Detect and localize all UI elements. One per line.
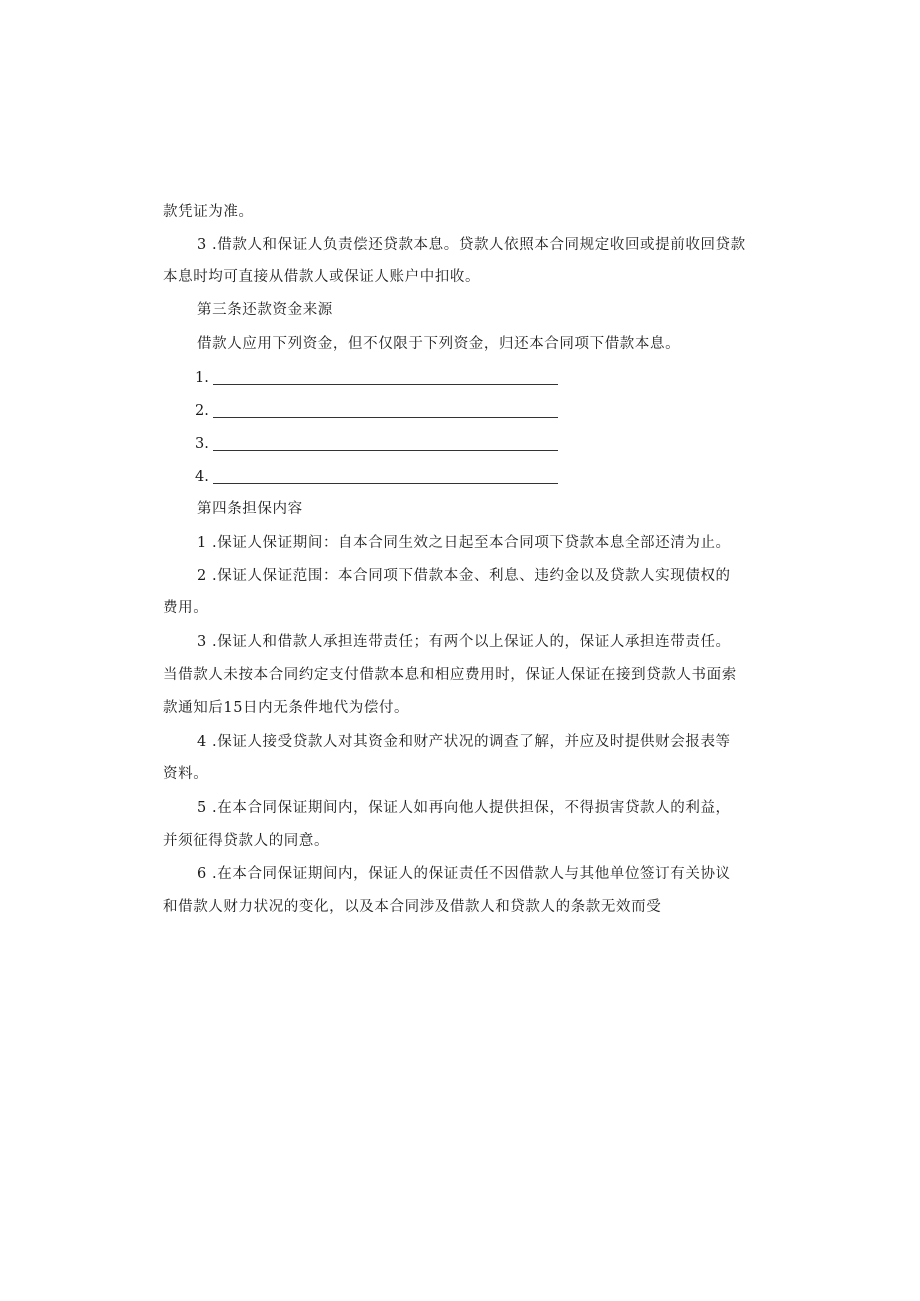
text-line: 6 .在本合同保证期间内，保证人的保证责任不因借款人与其他单位签订有关协议 (197, 866, 731, 882)
text-line: 本息时均可直接从借款人或保证人账户中扣收。 (163, 269, 481, 285)
text-line: 3 .保证人和借款人承担连带责任；有两个以上保证人的，保证人承担连带责任。 (197, 634, 731, 650)
text-line: 2 .保证人保证范围：本合同项下借款本金、利息、违约金以及贷款人实现债权的 (197, 568, 731, 584)
fill-in-line (213, 417, 558, 418)
text-line: 借款人应用下列资金，但不仅限于下列资金，归还本合同项下借款本息。 (197, 336, 681, 352)
text-line: 1 .保证人保证期间：自本合同生效之日起至本合同项下贷款本息全部还清为止。 (197, 535, 731, 551)
blank-item (195, 401, 213, 421)
text-line: 款凭证为准。 (163, 204, 254, 220)
text-line: 3 .借款人和保证人负责偿还贷款本息。贷款人依照本合同规定收回或提前收回贷款 (197, 237, 746, 253)
blank-number: 4. (195, 469, 209, 485)
text-line: 4 .保证人接受贷款人对其资金和财产状况的调查了解，并应及时提供财会报表等 (197, 734, 731, 750)
fill-in-line (213, 450, 558, 451)
text-line: 费用。 (163, 600, 209, 616)
blank-item (195, 467, 213, 487)
text-line: 当借款人未按本合同约定支付借款本息和相应费用时，保证人保证在接到贷款人书面索 (163, 667, 737, 683)
blank-number: 1. (195, 370, 209, 386)
section-heading: 第三条还款资金来源 (197, 302, 333, 318)
text-line: 款通知后15日内无条件地代为偿付。 (163, 700, 410, 716)
fill-in-line (213, 384, 558, 385)
text-line: 资料。 (163, 766, 209, 782)
blank-number: 2. (195, 403, 209, 419)
text-line: 并须征得贷款人的同意。 (163, 833, 330, 849)
blank-number: 3. (195, 436, 209, 452)
fill-in-line (213, 483, 558, 484)
section-heading: 第四条担保内容 (197, 501, 303, 517)
blank-item (195, 368, 213, 388)
text-line: 和借款人财力状况的变化，以及本合同涉及借款人和贷款人的条款无效而受 (163, 899, 662, 915)
blank-item (195, 434, 213, 454)
text-line: 5 .在本合同保证期间内，保证人如再向他人提供担保，不得损害贷款人的利益， (197, 800, 731, 816)
